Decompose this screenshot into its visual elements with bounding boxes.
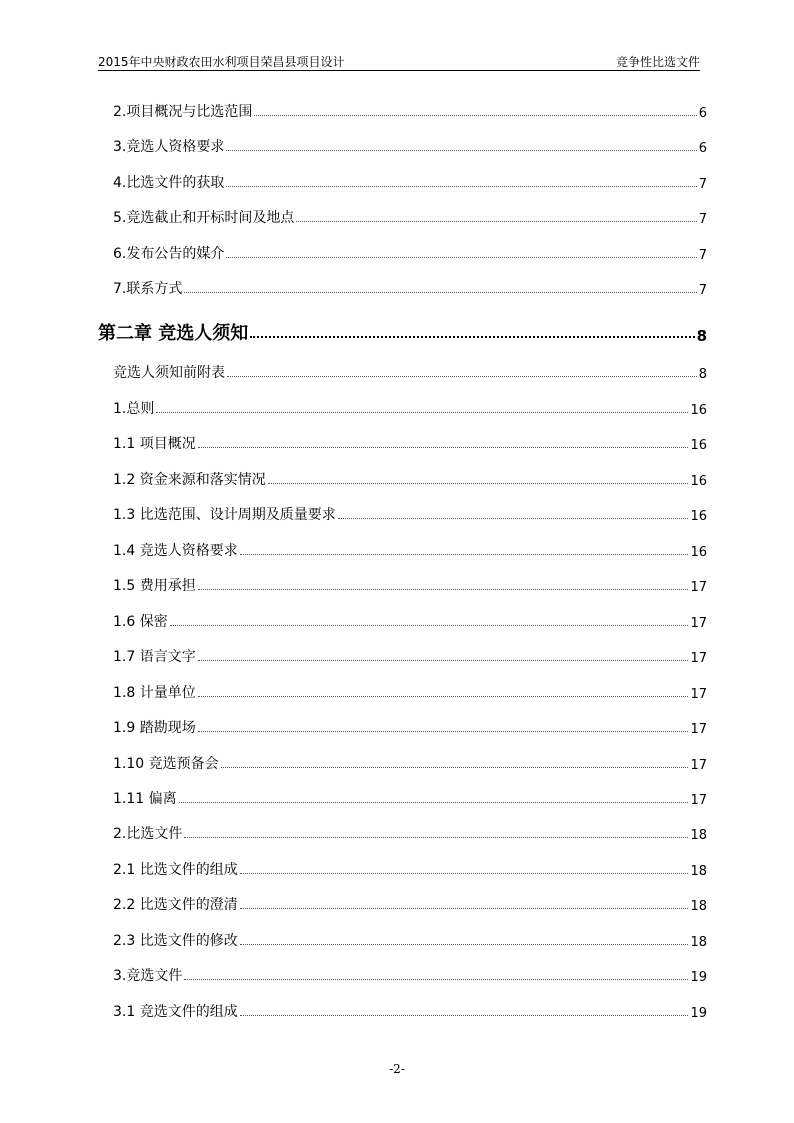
toc-entry-page: 7 [698, 177, 707, 192]
toc-entry-page: 7 [698, 248, 707, 263]
toc-entry-title: 1.总则 [113, 401, 155, 417]
toc-entry-page: 17 [690, 722, 707, 737]
toc-chapter-page: 8 [696, 327, 707, 345]
toc-entry-page: 17 [690, 651, 707, 666]
page-number: -2- [389, 1062, 405, 1076]
toc-entry-page: 18 [690, 828, 707, 843]
toc-entry-title: 1.5 费用承担 [113, 578, 196, 594]
toc-entry-page: 16 [690, 545, 707, 560]
toc-entry[interactable] [113, 360, 707, 382]
toc-entry-title: 3.竞选人资格要求 [113, 139, 225, 155]
toc-entry-page: 16 [690, 509, 707, 524]
header-document-type: 竞争性比选文件 [615, 55, 700, 69]
toc-entry[interactable] [113, 467, 707, 489]
toc-entry-page: 16 [690, 438, 707, 453]
toc-entry[interactable] [113, 751, 707, 773]
toc-entry-title: 1.3 比选范围、设计周期及质量要求 [113, 507, 336, 523]
toc-entry-page: 6 [698, 106, 707, 121]
page-header [98, 50, 700, 71]
toc-entry-title: 1.11 偏离 [113, 791, 177, 807]
toc-leader [221, 766, 689, 768]
toc-leader [254, 114, 696, 116]
toc-leader [240, 907, 689, 909]
toc-entry[interactable] [113, 573, 707, 595]
toc-entry-title: 6.发布公告的媒介 [113, 246, 225, 262]
toc-leader [156, 411, 688, 413]
toc-entry-page: 19 [690, 970, 707, 985]
toc-entry-title: 1.10 竞选预备会 [113, 756, 219, 772]
toc-entry-title: 1.7 语言文字 [113, 649, 196, 665]
toc-leader [240, 872, 689, 874]
toc-entry[interactable] [113, 963, 707, 985]
toc-leader [227, 375, 697, 377]
toc-entry-page: 7 [698, 283, 707, 298]
toc-entry[interactable] [113, 892, 707, 914]
toc-leader [240, 1014, 689, 1016]
toc-entry[interactable] [113, 538, 707, 560]
toc-entry-title: 3.竞选文件 [113, 968, 183, 984]
toc-entry-title: 1.6 保密 [113, 614, 168, 630]
toc-entry-title: 1.9 踏勘现场 [113, 720, 196, 736]
toc-leader [198, 588, 689, 590]
toc-entry-title: 2.比选文件 [113, 826, 183, 842]
toc-entry-page: 19 [690, 1006, 707, 1021]
toc-entry[interactable] [113, 134, 707, 156]
toc-chapter-entry[interactable] [98, 319, 707, 345]
toc-leader [184, 291, 696, 293]
toc-entry[interactable] [113, 928, 707, 950]
toc-entry[interactable] [113, 241, 707, 263]
toc-entry[interactable] [113, 609, 707, 631]
toc-entry-page: 17 [690, 616, 707, 631]
toc-entry-page: 17 [690, 793, 707, 808]
toc-entry-title: 2.3 比选文件的修改 [113, 933, 238, 949]
toc-leader [226, 185, 696, 187]
toc-entry-title: 1.4 竞选人资格要求 [113, 543, 238, 559]
toc-entry-title: 2.1 比选文件的组成 [113, 862, 238, 878]
toc-leader [226, 256, 696, 258]
toc-entry-title: 竞选人须知前附表 [113, 365, 225, 381]
toc-leader [296, 220, 696, 222]
toc-entry[interactable] [113, 999, 707, 1021]
toc-entry-page: 16 [690, 403, 707, 418]
header-project-title: 2015年中央财政农田水利项目荣昌县项目设计 [98, 55, 345, 69]
toc-leader [184, 836, 688, 838]
toc-entry-page: 18 [690, 899, 707, 914]
toc-leader [268, 482, 689, 484]
toc-entry-page: 8 [698, 367, 707, 382]
toc-entry[interactable] [113, 396, 707, 418]
toc-leader [240, 943, 689, 945]
toc-entry[interactable] [113, 276, 707, 298]
toc-entry-title: 1.8 计量单位 [113, 685, 196, 701]
toc-leader [198, 695, 689, 697]
toc-entry-title: 1.1 项目概况 [113, 436, 196, 452]
toc-entry-title: 1.2 资金来源和落实情况 [113, 472, 266, 488]
toc-entry[interactable] [113, 99, 707, 121]
toc-leader [179, 801, 689, 803]
toc-leader [184, 978, 688, 980]
toc-entry[interactable] [113, 680, 707, 702]
toc-entry[interactable] [113, 205, 707, 227]
toc-entry-page: 7 [698, 212, 707, 227]
toc-leader [170, 624, 689, 626]
toc-entry-page: 18 [690, 864, 707, 879]
toc-chapter-title: 第二章 竞选人须知 [98, 323, 249, 344]
toc-entry-page: 6 [698, 141, 707, 156]
toc-entry[interactable] [113, 715, 707, 737]
toc-leader [240, 553, 689, 555]
toc-entry-title: 2.2 比选文件的澄清 [113, 897, 238, 913]
toc-entry[interactable] [113, 431, 707, 453]
toc-leader [338, 517, 689, 519]
toc-leader [250, 335, 694, 338]
toc-entry-page: 17 [690, 580, 707, 595]
toc-entry[interactable] [113, 502, 707, 524]
toc-entry-page: 18 [690, 935, 707, 950]
toc-entry-title: 5.竞选截止和开标时间及地点 [113, 210, 295, 226]
toc-entry-page: 17 [690, 687, 707, 702]
toc-leader [198, 659, 689, 661]
toc-entry[interactable] [113, 170, 707, 192]
toc-entry[interactable] [113, 857, 707, 879]
toc-entry-title: 2.项目概况与比选范围 [113, 104, 253, 120]
toc-entry[interactable] [113, 786, 707, 808]
toc-leader [198, 446, 689, 448]
toc-entry-page: 16 [690, 474, 707, 489]
toc-entry-page: 17 [690, 758, 707, 773]
toc-entry-title: 4.比选文件的获取 [113, 175, 225, 191]
toc-entry[interactable] [113, 821, 707, 843]
toc-entry[interactable] [113, 644, 707, 666]
toc-leader [198, 730, 689, 732]
toc-entry-title: 3.1 竞选文件的组成 [113, 1004, 238, 1020]
toc-entry-title: 7.联系方式 [113, 281, 183, 297]
toc-leader [226, 149, 696, 151]
